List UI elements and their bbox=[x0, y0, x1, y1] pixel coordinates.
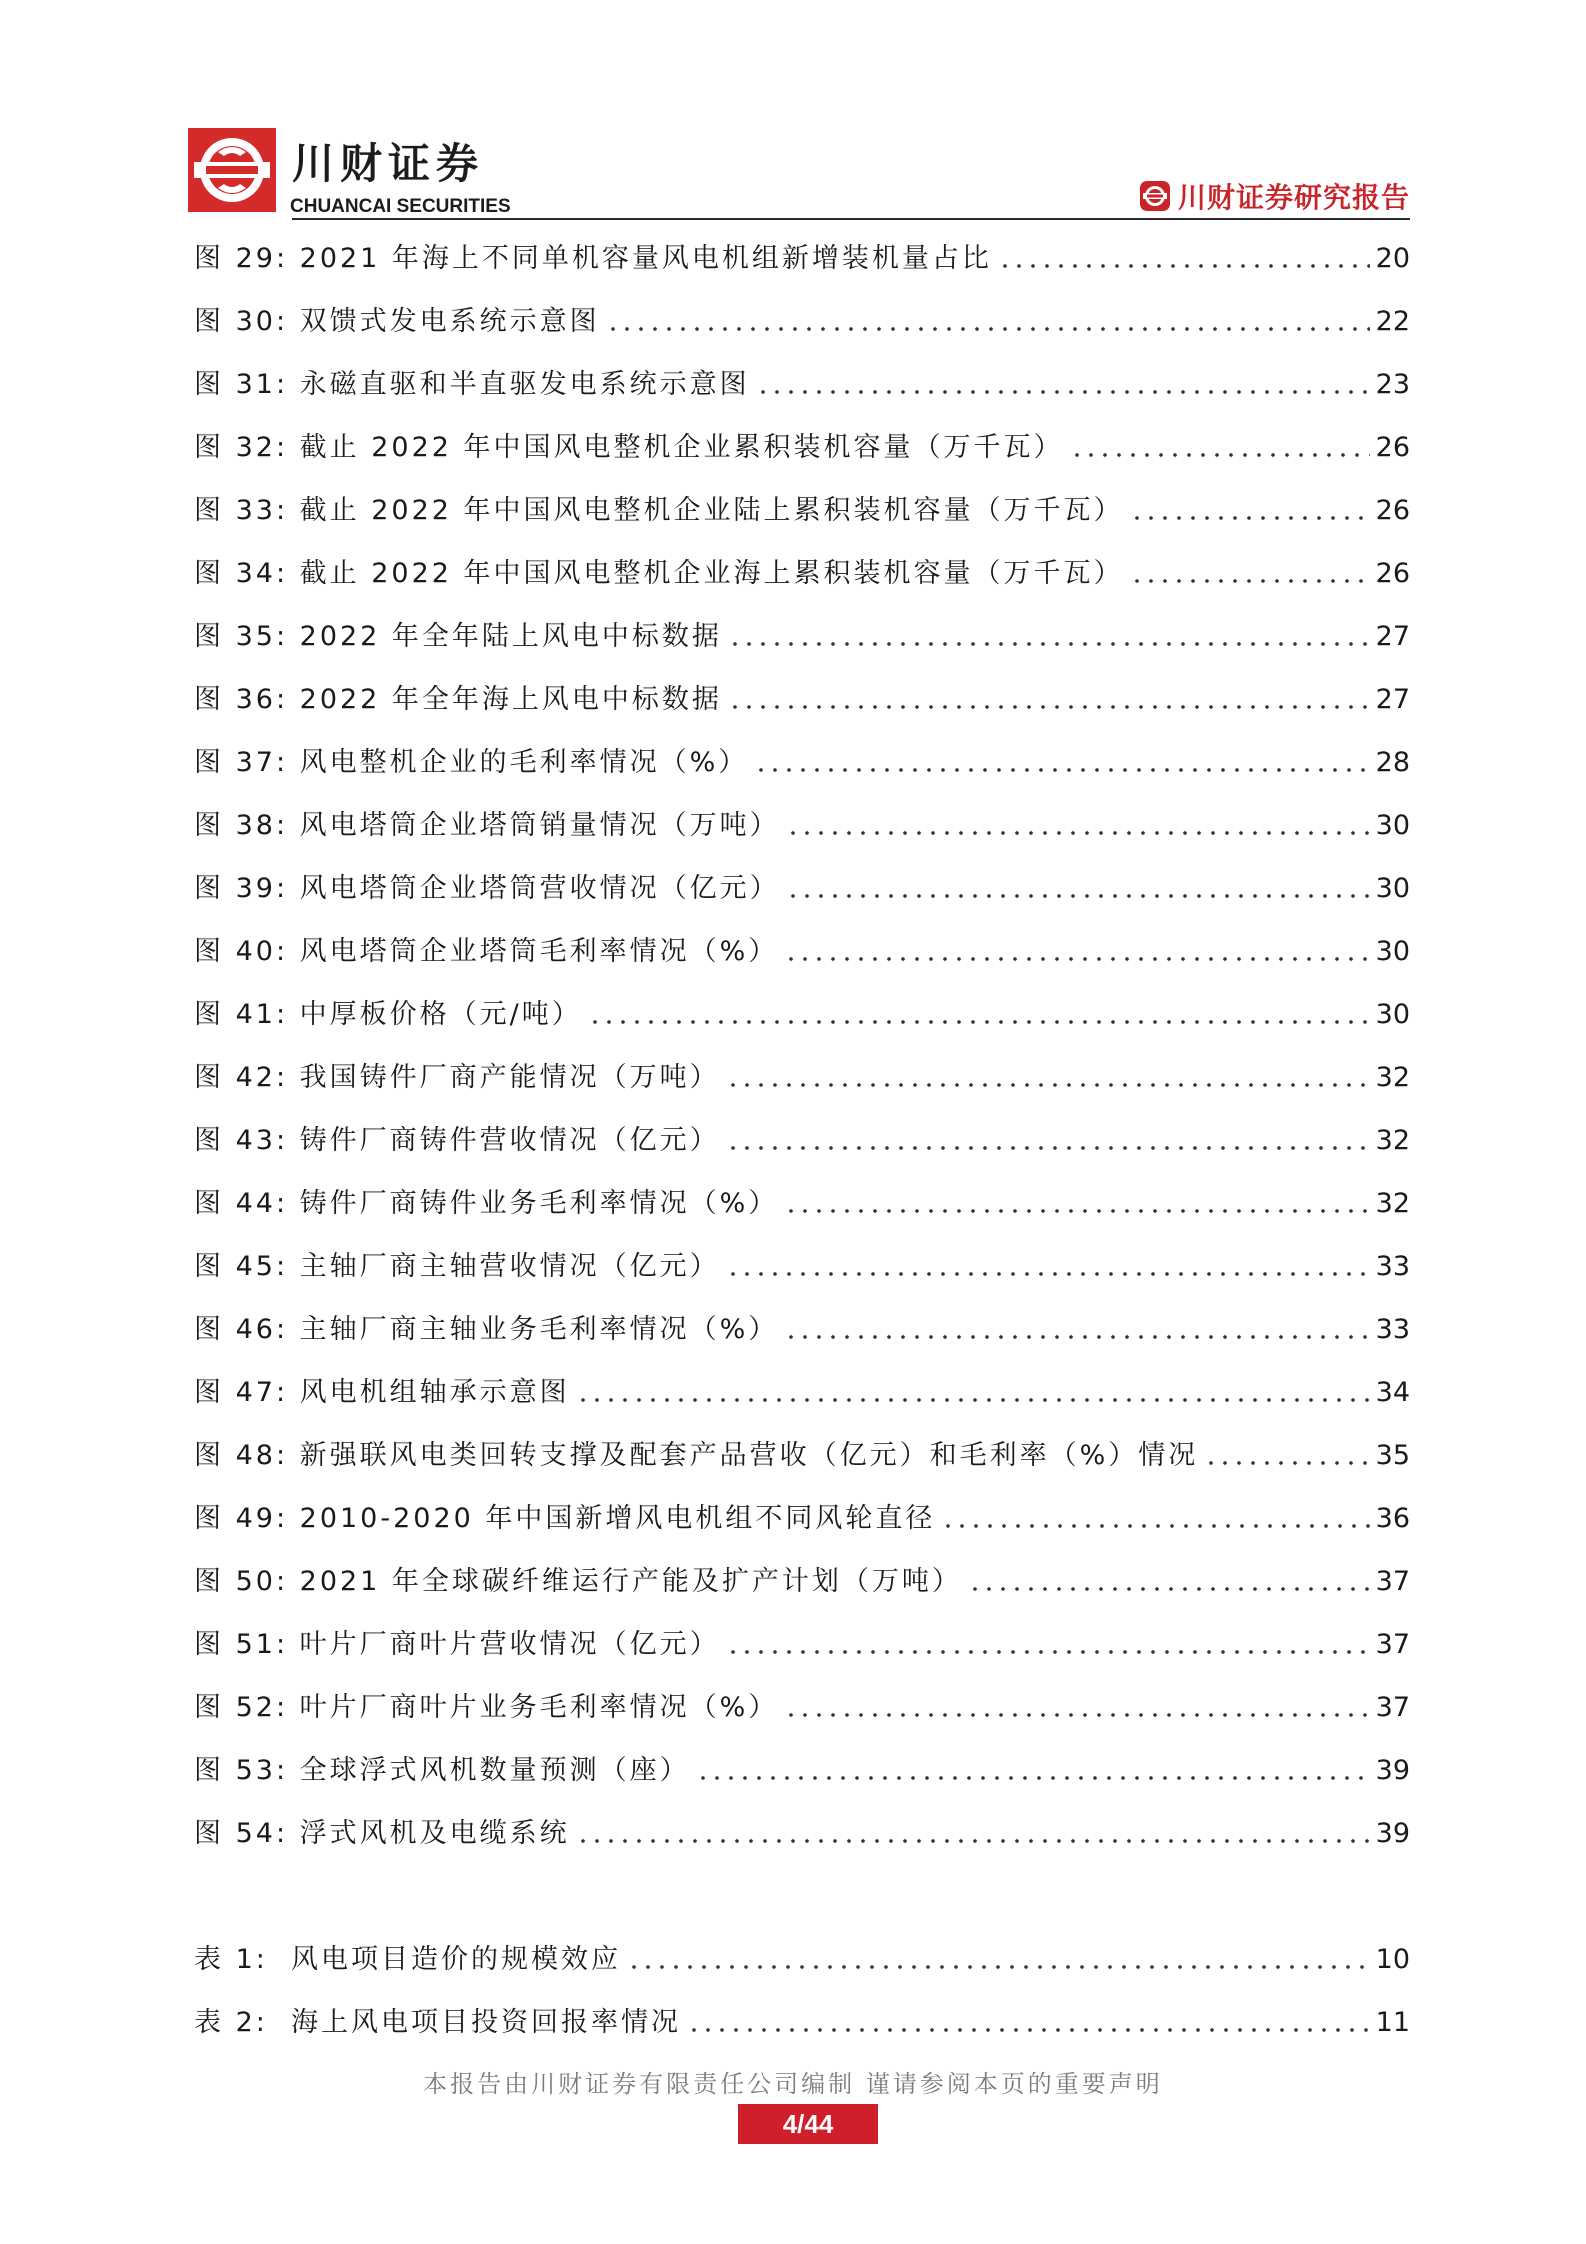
toc-page-number: 20 bbox=[1375, 243, 1410, 274]
dot-leader bbox=[784, 1695, 1369, 1719]
dot-leader bbox=[576, 1821, 1370, 1845]
report-brand bbox=[1140, 176, 1410, 216]
toc-entry[interactable] bbox=[194, 490, 1410, 530]
toc-title: 图 43: 铸件厂商铸件营收情况（亿元） bbox=[194, 1125, 720, 1156]
toc-page-number: 32 bbox=[1375, 1188, 1410, 1219]
dot-leader bbox=[687, 2010, 1370, 2034]
toc-page-number: 39 bbox=[1375, 1755, 1410, 1786]
toc-page-number: 22 bbox=[1375, 306, 1410, 337]
toc-table-entry[interactable] bbox=[194, 2002, 1410, 2042]
page-number-badge: 4/44 bbox=[738, 2104, 878, 2144]
toc-page-number: 35 bbox=[1375, 1440, 1410, 1471]
toc-title: 图 40: 风电塔筒企业塔筒毛利率情况（%） bbox=[194, 936, 779, 967]
toc-page-number: 23 bbox=[1375, 369, 1410, 400]
toc-page-number: 27 bbox=[1375, 684, 1410, 715]
toc-title: 图 30: 双馈式发电系统示意图 bbox=[194, 306, 600, 337]
toc-title: 图 42: 我国铸件厂商产能情况（万吨） bbox=[194, 1062, 720, 1093]
toc-entry[interactable] bbox=[194, 1561, 1410, 1601]
toc-title: 图 29: 2021 年海上不同单机容量风电机组新增装机量占比 bbox=[194, 243, 992, 274]
dot-leader bbox=[1204, 1443, 1369, 1467]
toc-title: 图 35: 2022 年全年陆上风电中标数据 bbox=[194, 621, 722, 652]
toc-title: 图 46: 主轴厂商主轴业务毛利率情况（%） bbox=[194, 1314, 779, 1345]
toc-entry[interactable] bbox=[194, 679, 1410, 719]
toc-title: 图 34: 截止 2022 年中国风电整机企业海上累积装机容量（万千瓦） bbox=[194, 558, 1124, 589]
toc-title: 图 38: 风电塔筒企业塔筒销量情况（万吨） bbox=[194, 810, 780, 841]
toc-title: 图 45: 主轴厂商主轴营收情况（亿元） bbox=[194, 1251, 720, 1282]
company-name-cn: 川财证券 bbox=[292, 139, 485, 188]
toc-title: 图 32: 截止 2022 年中国风电整机企业累积装机容量（万千瓦） bbox=[194, 432, 1064, 463]
toc-entry[interactable] bbox=[194, 994, 1410, 1034]
toc-page-number: 30 bbox=[1375, 936, 1410, 967]
toc-page-number: 30 bbox=[1375, 873, 1410, 904]
dot-leader bbox=[728, 624, 1370, 648]
dot-leader bbox=[1130, 561, 1370, 585]
toc-page-number: 28 bbox=[1375, 747, 1410, 778]
toc-title: 图 37: 风电整机企业的毛利率情况（%） bbox=[194, 747, 749, 778]
toc-entry[interactable] bbox=[194, 742, 1410, 782]
dot-leader bbox=[627, 1947, 1370, 1971]
dot-leader bbox=[786, 813, 1370, 837]
toc-page-number: 11 bbox=[1375, 2007, 1410, 2038]
dot-leader bbox=[1070, 435, 1370, 459]
toc-page-number: 32 bbox=[1375, 1125, 1410, 1156]
toc-page-number: 10 bbox=[1375, 1944, 1410, 1975]
toc-page-number: 30 bbox=[1375, 810, 1410, 841]
toc-entry[interactable] bbox=[194, 1309, 1410, 1349]
toc-page-number: 26 bbox=[1375, 495, 1410, 526]
toc-title: 图 49: 2010-2020 年中国新增风电机组不同风轮直径 bbox=[194, 1503, 936, 1534]
toc-title: 图 48: 新强联风电类回转支撑及配套产品营收（亿元）和毛利率（%）情况 bbox=[194, 1440, 1199, 1471]
toc-entry[interactable] bbox=[194, 1372, 1410, 1412]
dot-leader bbox=[786, 876, 1370, 900]
toc-entry[interactable] bbox=[194, 1498, 1410, 1538]
toc-table-entry[interactable] bbox=[194, 1939, 1410, 1979]
toc-title: 表 2: 海上风电项目投资回报率情况 bbox=[194, 2007, 682, 2038]
header-divider bbox=[292, 218, 1410, 220]
toc-title: 图 52: 叶片厂商叶片业务毛利率情况（%） bbox=[194, 1692, 779, 1723]
dot-leader bbox=[756, 372, 1370, 396]
toc-title: 图 47: 风电机组轴承示意图 bbox=[194, 1377, 570, 1408]
toc-entry[interactable] bbox=[194, 931, 1410, 971]
toc-page-number: 37 bbox=[1375, 1566, 1410, 1597]
dot-leader bbox=[784, 939, 1369, 963]
dot-leader bbox=[726, 1128, 1370, 1152]
footer-disclaimer: 本报告由川财证券有限责任公司编制 谨请参阅本页的重要声明 bbox=[423, 2070, 1163, 2098]
company-logo-mark bbox=[188, 128, 276, 212]
toc-title: 图 36: 2022 年全年海上风电中标数据 bbox=[194, 684, 722, 715]
dot-leader bbox=[696, 1758, 1370, 1782]
report-brand-text: 川财证券研究报告 bbox=[1177, 181, 1410, 214]
toc-page-number: 26 bbox=[1375, 432, 1410, 463]
toc-title: 图 31: 永磁直驱和半直驱发电系统示意图 bbox=[194, 369, 750, 400]
toc-title: 表 1: 风电项目造价的规模效应 bbox=[194, 1944, 622, 1975]
toc-title: 图 33: 截止 2022 年中国风电整机企业陆上累积装机容量（万千瓦） bbox=[194, 495, 1124, 526]
toc-entry[interactable] bbox=[194, 238, 1410, 278]
toc-title: 图 41: 中厚板价格（元/吨） bbox=[194, 999, 582, 1030]
toc-entry[interactable] bbox=[194, 1057, 1410, 1097]
toc-entry[interactable] bbox=[194, 805, 1410, 845]
toc-entry[interactable] bbox=[194, 1120, 1410, 1160]
toc-entry[interactable] bbox=[194, 616, 1410, 656]
toc-page-number: 34 bbox=[1375, 1377, 1410, 1408]
dot-leader bbox=[998, 246, 1370, 270]
toc-title: 图 54: 浮式风机及电缆系统 bbox=[194, 1818, 570, 1849]
toc-entry[interactable] bbox=[194, 364, 1410, 404]
toc-page-number: 36 bbox=[1375, 1503, 1410, 1534]
dot-leader bbox=[726, 1254, 1370, 1278]
toc-page-number: 37 bbox=[1375, 1692, 1410, 1723]
toc-entry[interactable] bbox=[194, 1183, 1410, 1223]
dot-leader bbox=[784, 1317, 1369, 1341]
toc-page-number: 37 bbox=[1375, 1629, 1410, 1660]
dot-leader bbox=[606, 309, 1370, 333]
dot-leader bbox=[968, 1569, 1370, 1593]
toc-entry[interactable] bbox=[194, 1750, 1410, 1790]
toc-entry[interactable] bbox=[194, 868, 1410, 908]
toc-page-number: 30 bbox=[1375, 999, 1410, 1030]
toc-page-number: 32 bbox=[1375, 1062, 1410, 1093]
toc-entry[interactable] bbox=[194, 427, 1410, 467]
toc-title: 图 51: 叶片厂商叶片营收情况（亿元） bbox=[194, 1629, 720, 1660]
brand-logo-icon bbox=[1140, 181, 1170, 211]
toc-page-number: 33 bbox=[1375, 1314, 1410, 1345]
toc-entry[interactable] bbox=[194, 1246, 1410, 1286]
toc-title: 图 39: 风电塔筒企业塔筒营收情况（亿元） bbox=[194, 873, 780, 904]
dot-leader bbox=[1130, 498, 1370, 522]
company-name-en: CHUANCAI SECURITIES bbox=[290, 196, 511, 217]
toc-entry[interactable] bbox=[194, 1687, 1410, 1727]
toc-entry[interactable] bbox=[194, 1624, 1410, 1664]
dot-leader bbox=[754, 750, 1369, 774]
dot-leader bbox=[941, 1506, 1369, 1530]
toc-entry[interactable] bbox=[194, 1435, 1410, 1475]
toc-title: 图 53: 全球浮式风机数量预测（座） bbox=[194, 1755, 690, 1786]
toc-title: 图 50: 2021 年全球碳纤维运行产能及扩产计划（万吨） bbox=[194, 1566, 962, 1597]
dot-leader bbox=[726, 1065, 1370, 1089]
toc-entry[interactable] bbox=[194, 553, 1410, 593]
toc-page-number: 26 bbox=[1375, 558, 1410, 589]
toc-entry[interactable] bbox=[194, 301, 1410, 341]
toc-page-number: 27 bbox=[1375, 621, 1410, 652]
dot-leader bbox=[784, 1191, 1369, 1215]
dot-leader bbox=[728, 687, 1370, 711]
toc-page-number: 33 bbox=[1375, 1251, 1410, 1282]
dot-leader bbox=[576, 1380, 1370, 1404]
dot-leader bbox=[726, 1632, 1370, 1656]
toc-page-number: 39 bbox=[1375, 1818, 1410, 1849]
toc-title: 图 44: 铸件厂商铸件业务毛利率情况（%） bbox=[194, 1188, 779, 1219]
dot-leader bbox=[588, 1002, 1370, 1026]
toc-entry[interactable] bbox=[194, 1813, 1410, 1853]
